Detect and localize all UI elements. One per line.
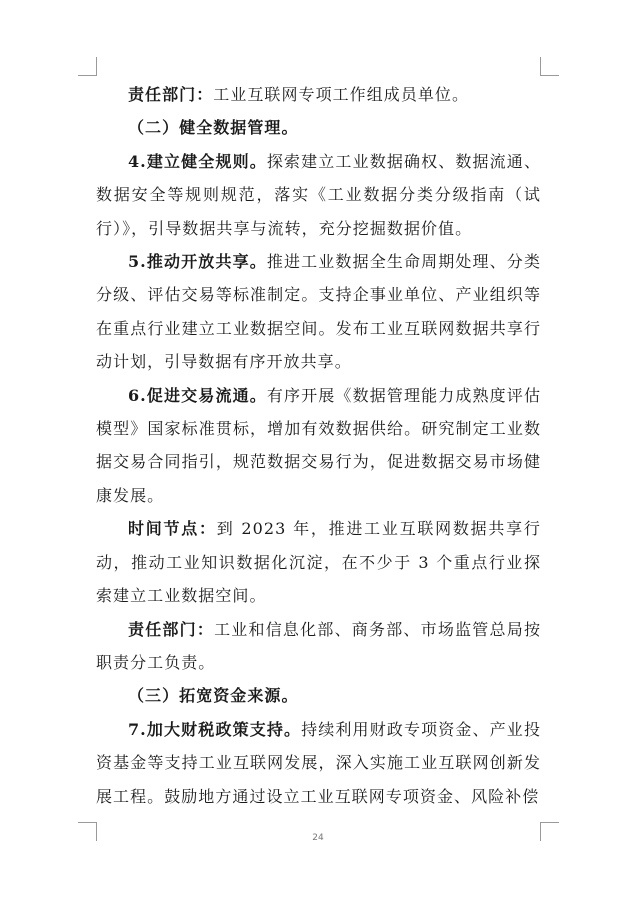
- paragraph-item-7: [96, 713, 541, 813]
- item-heading: 6.促进交易流通。: [128, 385, 267, 405]
- document-body: [96, 78, 541, 813]
- section-heading-data-management: [96, 111, 541, 144]
- paragraph-text: 探索建立工业数据确权、数据流通、数据安全等规则规范，落实《工业数据分类分级指南（试行）》，引导数据共享与流转，充分挖掘数据价值。: [96, 151, 542, 238]
- paragraph-responsible-dept-2: [96, 613, 541, 680]
- paragraph-item-6: [96, 379, 541, 513]
- paragraph-text: 工业和信息化部、商务部、市场监管总局按职责分工负责。: [96, 619, 541, 672]
- paragraph-responsible-dept-1: [96, 78, 541, 111]
- section-heading-funding: [96, 679, 541, 712]
- crop-mark-top-left: [78, 57, 97, 76]
- paragraph-heading: 责任部门：: [128, 619, 215, 639]
- paragraph-item-4: [96, 145, 541, 245]
- item-heading: 5.推动开放共享。: [128, 252, 267, 272]
- item-heading: 4.建立健全规则。: [128, 151, 267, 171]
- paragraph-text: 持续利用财政专项资金、产业投资基金等支持工业互联网发展，深入实施工业互联网创新发展工程。鼓励地方通过设立工业互联网专项资金、风险补偿: [96, 719, 541, 806]
- paragraph-item-5: [96, 245, 541, 379]
- timeline-heading: 时间节点：: [128, 519, 217, 539]
- paragraph-text: 工业互联网专项工作组成员单位。: [213, 85, 470, 104]
- item-heading: 7.加大财税政策支持。: [128, 719, 302, 739]
- section-title: （三）拓宽资金来源。: [128, 686, 299, 706]
- paragraph-text: 有序开展《数据管理能力成熟度评估模型》国家标准贯标，增加有效数据供给。研究制定工业数据交易合同指引，规范数据交易行为，促进数据交易市场健康发展。: [96, 385, 542, 505]
- paragraph-text: 推进工业数据全生命周期处理、分类分级、评估交易等标准制定。支持企事业单位、产业组织等在重点行业建立工业数据空间。发布工业互联网数据共享行动计划，引导数据有序开放共享。: [96, 252, 542, 372]
- section-title: （二）健全数据管理。: [128, 118, 299, 138]
- paragraph-heading: 责任部门：: [128, 85, 214, 104]
- page-number: 24: [312, 833, 324, 843]
- crop-mark-top-right: [540, 57, 559, 76]
- paragraph-text: 到 2023 年，推进工业互联网数据共享行动，推动工业知识数据化沉淀，在不少于 3 个重点行业探索建立工业数据空间。: [96, 519, 541, 606]
- paragraph-timeline: [96, 512, 541, 612]
